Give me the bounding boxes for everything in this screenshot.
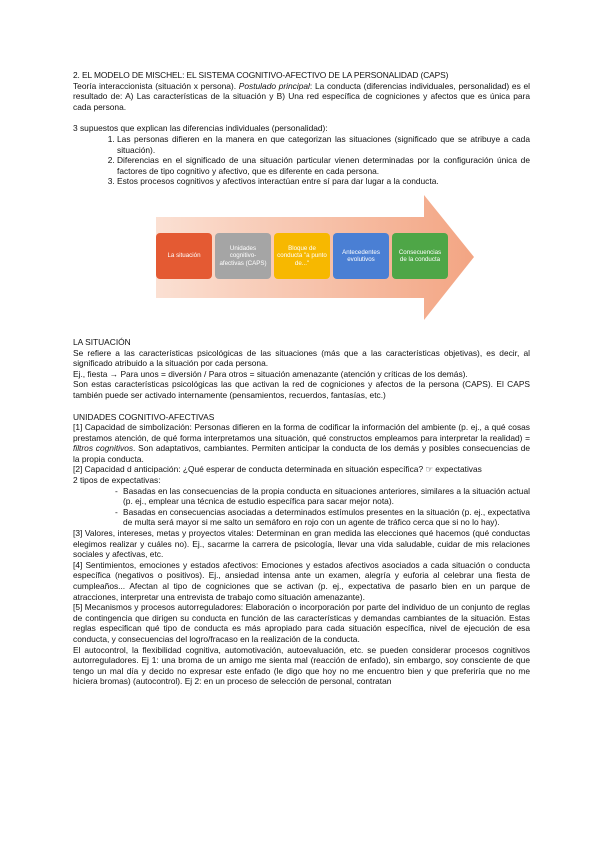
caps-process-diagram [73,195,530,323]
situation-heading: LA SITUACIÓN [73,336,131,347]
unit-2-types: 2 tipos de expectativas: [73,475,161,486]
unit-5 [73,602,530,644]
situation-paragraph-2: Ej., fiesta → Para unos = diversión / Para otros = situación amenazante (atención y críticas de los demás). [73,368,468,379]
unit-1-text-b: . Son adaptativos, cambiantes. Permiten anticipar la conducta de los demás y posibles consecuencias de la propia conducta. [73,443,531,464]
units-heading: UNIDADES COGNITIVO-AFECTIVAS [73,411,215,422]
situation-paragraph-1: Se refiere a las características psicológicas de las situaciones (más que a las características objetivas), es decir, al significado atribuido a la situación por cada persona. [73,347,530,369]
unit-1-text: Personas difieren en la forma de codificar la información del ambiente (p. ej., a qué cosas prestamos atención, de qué forma interpretamos una situación, qué constructos empleamos para interpretar la realidad) = [73,422,530,443]
unit-3 [73,528,530,560]
unit-5-extra: El autocontrol, la flexibilidad cognitiva, automotivación, autoevaluación, etc. se pueden considerar procesos cognitivos autorreguladores. Ej 1: una broma de un amigo me sienta mal (reacción de enfado), sin embargo, soy consciente de que tengo un mal día y decido no expresar este enfado (le digo que hoy no me encuentro bien y que preferiría que no me hiciera bromas) (autocontrol). Ej 2: en un proceso de selección de personal, contratan [73,644,530,687]
intro-postulate-label: Postulado principal [238,80,310,91]
section-title: 2. EL MODELO DE MISCHEL: EL SISTEMA COGNITIVO-AFECTIVO DE LA PERSONALIDAD (CAPS) [73,70,449,80]
document-page [73,70,530,687]
list-item: 1. Las personas difieren en la manera en que categorizan las situaciones (significado que se atribuye a cada situación). [117,134,530,155]
suppositions-list [73,134,530,187]
intro-postulate-text: : La conducta (diferencias individuales, personalidad) es el resultado de: A) Las características de la situación y B) Una red específica de cogniciones y afectos que es única para cada persona. [73,80,530,112]
suppositions-heading: 3 supuestos que explican las diferencias individuales (personalidad): [73,123,328,134]
list-item: 3. Estos procesos cognitivos y afectivos interactúan entre sí para dar lugar a la conducta. [117,176,530,187]
unit-4 [73,560,530,602]
diagram-box-antecedents: Antecedentes evolutivos [333,233,389,279]
intro-paragraph [73,81,530,113]
unit-2-label: [2] Capacidad d anticipación: [73,464,181,475]
diagram-box-behavior: Bloque de conducta "a punto de..." [274,233,330,279]
diagram-box-caps: Unidades cognitivo-afectivas (CAPS) [215,233,271,279]
expectations-list [73,486,530,528]
unit-5-label: [5] Mecanismos y procesos autorreguladores: [73,602,244,613]
unit-4-label: [4] Sentimientos, emociones y estados afectivos: [73,559,259,570]
unit-4-text: Emociones y estados afectivos asociados a cada situación o conducta específica (negativos o positivos). Ej., ansiedad intensa ante un examen, alegría y euforia al celebrar una fiesta de cumpleaños... Afectan al tipo de cogniciones que se activan (p. ej., expectativa de pasarlo bien en un parque de atracciones, interpretar una entrevista de trabajo como situación amenazante). [73,559,530,602]
unit-2 [73,464,530,475]
list-item: - Basadas en consecuencias asociadas a determinados estímulos presentes en la situación (p. ej., expectativa de multa será mayor si me salto un semáforo en rojo con un agente de tráfico cerca que si no lo hay). [115,507,530,528]
unit-3-text: Determinan en gran medida las elecciones qué hacemos (qué conductas elegimos realizar y cuáles no). Ej., sacarme la carrera de psicología, llevar una vida saludable, cuidar de mis relaciones sociales y afectivas, etc. [73,528,531,560]
unit-3-label: [3] Valores, intereses, metas y proyectos vitales: [73,528,254,539]
list-item: - Basadas en las consecuencias de la propia conducta en situaciones anteriores, similares a la situación actual (p. ej., emplear una técnica de estudio específica para sacar mejor nota). [115,486,530,507]
unit-1-label: [1] Capacidad de simbolización: [73,422,192,433]
unit-1 [73,422,530,464]
intro-theory: Teoría interaccionista (situación x persona). [73,80,239,91]
diagram-box-consequences: Consecuencias de la conducta [392,233,448,279]
diagram-box-situation: La situación [156,233,212,279]
situation-paragraph-3: Son estas características psicológicas las que activan la red de cogniciones y afectos de la persona (CAPS). El CAPS también puede ser activado internamente (pensamientos, recuerdos, fantasías, etc.) [73,379,530,400]
list-item: 2. Diferencias en el significado de una situación particular vienen determinadas por la configuración única de factores de tipo cognitivo y afectivo, que es diferente en cada persona. [117,155,530,176]
unit-2-text: ¿Qué esperar de conducta determinada en situación específica? ☞ expectativas [180,464,482,475]
unit-5-text: Elaboración o incorporación por parte del individuo de un conjunto de reglas de contingencia que dirigen su conducta en función de las características y demandas cambiantes de la situación. Estas reglas especifican qué tipo de conducta es más apropiado para cada situación específica, nivel de ejecución de esa conducta, y consecuencias del logro/fracaso en la realización de la conducta. [73,602,530,644]
unit-1-filters: filtros cognitivos [73,443,134,454]
